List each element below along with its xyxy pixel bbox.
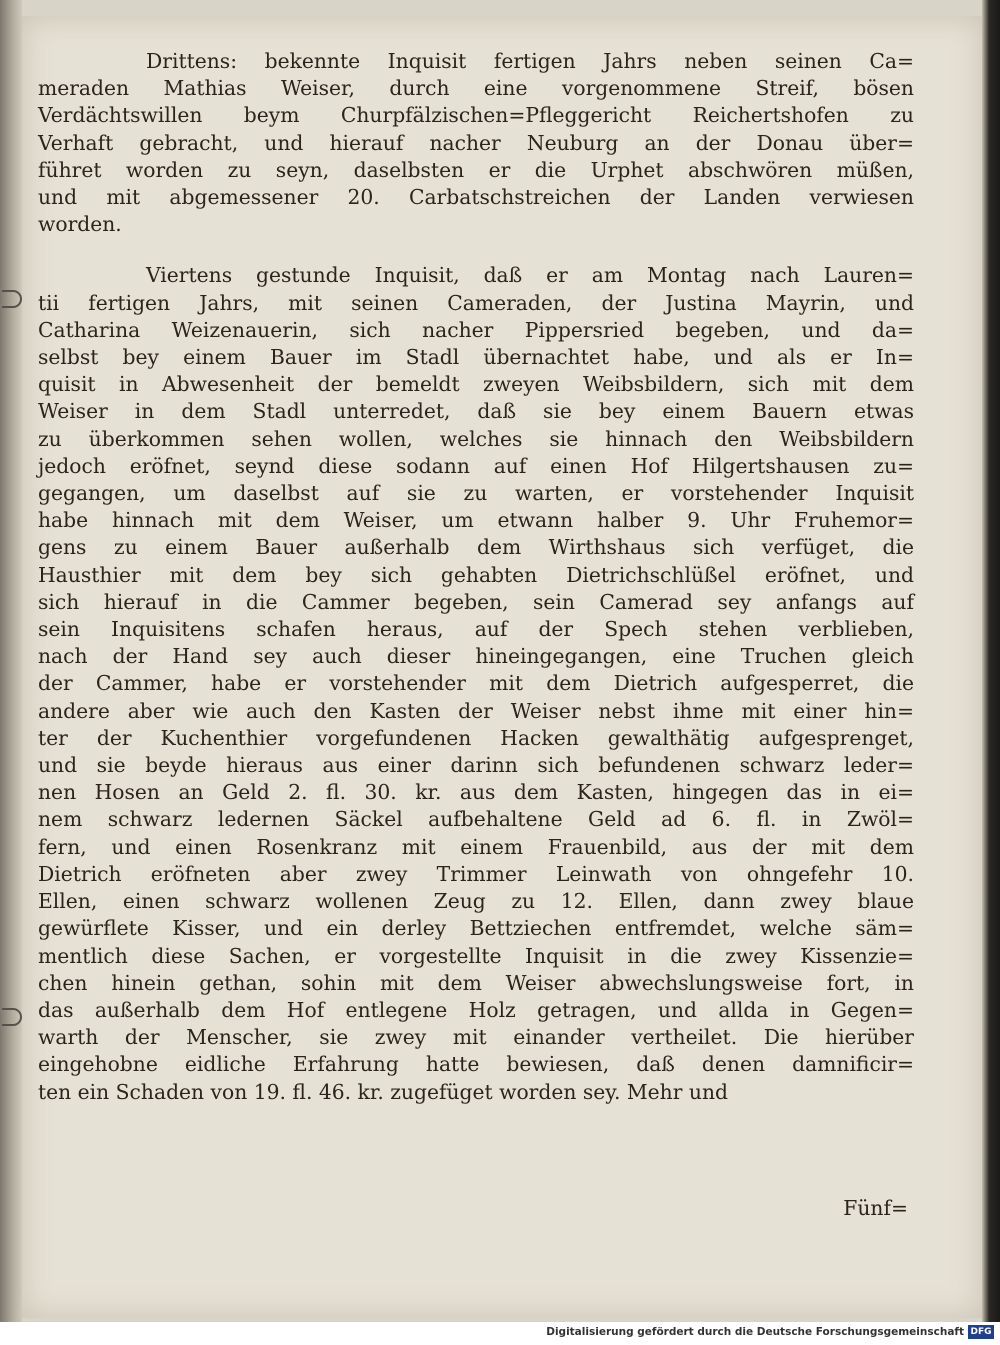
text-line: habe hinnach mit dem Weiser, um etwann halber 9. Uhr Fruhemor= [38, 508, 914, 533]
text-line: fern, und einen Rosenkranz mit einem Frauenbild, aus der mit dem [38, 834, 914, 859]
text-line: ter der Kuchenthier vorgefundenen Hacken gewalthätig aufgesprenget, [38, 725, 914, 750]
text-line: Hausthier mit dem bey sich gehabten Dietrichschlüßel eröfnet, und [38, 562, 914, 587]
text-line: quisit in Abwesenheit der bemeldt zweyen Weibsbildern, sich mit dem [38, 372, 914, 397]
text-line: ten ein Schaden von 19. fl. 46. kr. zugefüget worden sey. Mehr und [38, 1079, 728, 1104]
text-line: nem schwarz ledernen Säckel aufbehaltene Geld ad 6. fl. in Zwöl= [38, 807, 914, 832]
text-line: Drittens: bekennte Inquisit fertigen Jahrs neben seinen Ca= [146, 49, 914, 73]
text-line: und sie beyde hieraus aus einer darinn sich befundenen schwarz leder= [38, 753, 914, 778]
text-line: tii fertigen Jahrs, mit seinen Cameraden, der Justina Mayrin, und [38, 290, 914, 315]
text-line: Verdächtswillen beym Churpfälzischen=Pfleggericht Reichertshofen zu [38, 103, 914, 128]
text-line: gegangen, um daselbst auf sie zu warten, er vorstehender Inquisit [38, 481, 914, 506]
text-line: worden. [38, 212, 122, 237]
text-line: Weiser in dem Stadl unterredet, daß sie bey einem Bauern etwas [38, 399, 914, 424]
text-line: nach der Hand sey auch dieser hineingegangen, eine Truchen gleich [38, 644, 914, 669]
binding-ring [2, 1008, 22, 1026]
text-line: meraden Mathias Weiser, durch eine vorgenommene Streif, bösen [38, 76, 914, 101]
text-line: warth der Menscher, sie zwey mit einander vertheilet. Die hierüber [38, 1025, 914, 1050]
book-binding [982, 0, 1000, 1322]
text-line: zu überkommen sehen wollen, welches sie hinnach den Weibsbildern [38, 426, 914, 451]
text-line: das außerhalb dem Hof entlegene Holz getragen, und allda in Gegen= [38, 997, 914, 1022]
binding-ring [2, 290, 22, 308]
footer-bar [0, 1322, 1000, 1345]
text-line: führet worden zu seyn, daselbsten er die Urphet abschwören müßen, [38, 157, 914, 182]
text-line: selbst bey einem Bauer im Stadl übernachtet habe, und als er In= [38, 345, 914, 370]
text-line: sein Inquisitens schafen heraus, auf der Spech stehen verblieben, [38, 617, 914, 642]
text-line: Ellen, einen schwarz wollenen Zeug zu 12. Ellen, dann zwey blaue [38, 889, 914, 914]
text-line: andere aber wie auch den Kasten der Weiser nebst ihme mit einer hin= [38, 698, 914, 723]
page-edge [0, 0, 22, 1322]
text-line: Viertens gestunde Inquisit, daß er am Montag nach Lauren= [146, 263, 914, 288]
text-line: sich hierauf in die Cammer begeben, sein Camerad sey anfangs auf [38, 589, 914, 614]
text-line: mentlich diese Sachen, er vorgestellte Inquisit in die zwey Kissenzie= [38, 943, 914, 968]
text-line: gens zu einem Bauer außerhalb dem Wirthshaus sich verfüget, die [38, 535, 914, 560]
text-line: eingehobne eidliche Erfahrung hatte bewiesen, daß denen damnificir= [38, 1052, 914, 1077]
catchword: Fünf= [843, 1196, 908, 1220]
text-line: chen hinein gethan, sohin mit dem Weiser abwechslungsweise fort, in [38, 970, 914, 995]
page-body-text [38, 48, 914, 1106]
text-line: Dietrich eröfneten aber zwey Trimmer Leinwath von ohngefehr 10. [38, 861, 914, 886]
text-line: nen Hosen an Geld 2. fl. 30. kr. aus dem Kasten, hingegen das in ei= [38, 780, 914, 805]
text-line: und mit abgemessener 20. Carbatschstreichen der Landen verwiesen [38, 185, 914, 210]
dfg-logo: DFG [968, 1325, 994, 1339]
text-line: der Cammer, habe er vorstehender mit dem Dietrich aufgesperret, die [38, 671, 914, 696]
text-line: Verhaft gebracht, und hierauf nacher Neuburg an der Donau über= [38, 130, 914, 155]
paragraph [38, 262, 914, 1105]
text-line: gewürflete Kisser, und ein derley Bettziechen entfremdet, welche säm= [38, 916, 914, 941]
funding-credit: Digitalisierung gefördert durch die Deutsche Forschungsgemeinschaft [546, 1326, 964, 1338]
text-line: jedoch eröfnet, seynd diese sodann auf einen Hof Hilgertshausen zu= [38, 453, 914, 478]
paragraph [38, 48, 914, 238]
text-line: Catharina Weizenauerin, sich nacher Pippersried begeben, und da= [38, 317, 914, 342]
